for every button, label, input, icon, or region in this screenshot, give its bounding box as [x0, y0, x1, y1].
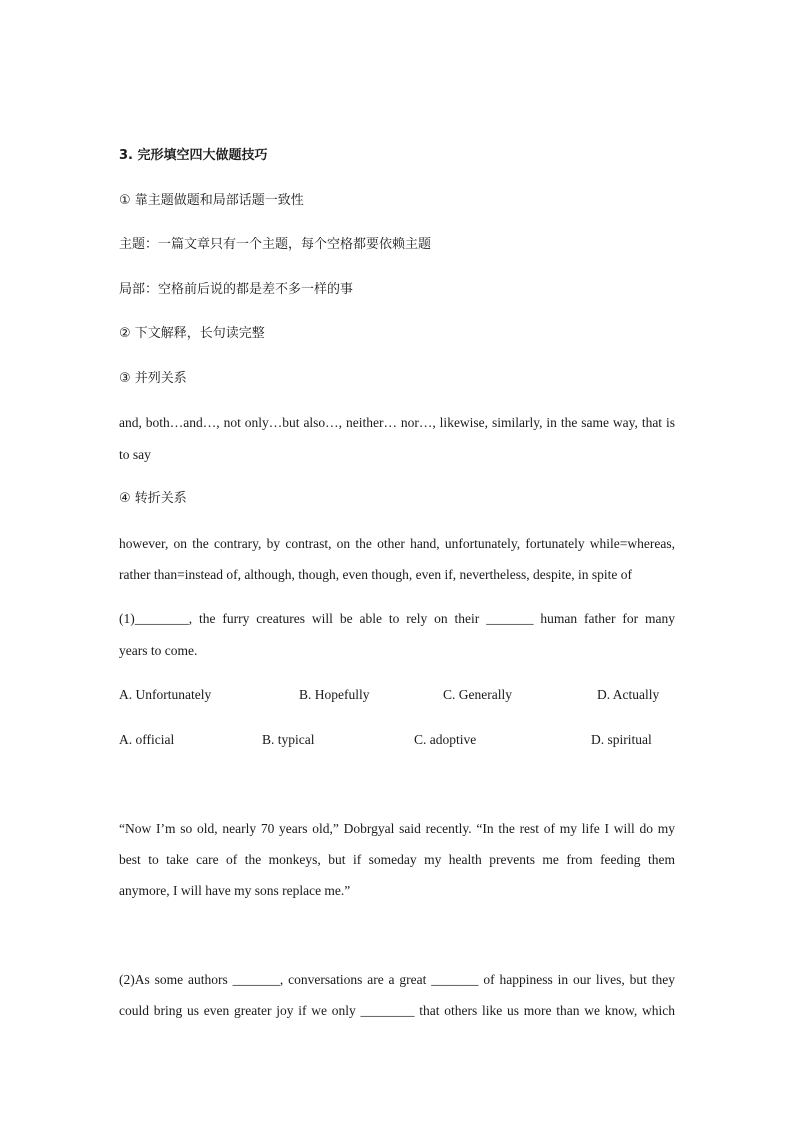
tip-1-theme: 主题：一篇文章只有一个主题，每个空格都要依赖主题	[119, 237, 432, 252]
tip-1-local: 局部：空格前后说的都是差不多一样的事	[119, 282, 354, 297]
section-heading: 3. 完形填空四大做题技巧	[119, 148, 268, 163]
tip-1-title: ① 靠主题做题和局部话题一致性	[119, 193, 304, 208]
option-a: A. official	[119, 732, 175, 747]
option-d: D. spiritual	[591, 732, 652, 747]
option-b: B. Hopefully	[299, 687, 370, 702]
option-d: D. Actually	[597, 687, 660, 702]
option-b: B. typical	[262, 732, 315, 747]
passage-line-3: anymore, I will have my sons replace me.”	[119, 883, 351, 898]
tip-3-words-line-2: to say	[119, 447, 151, 462]
option-c: C. Generally	[443, 687, 512, 702]
question-1-line-2: years to come.	[119, 643, 198, 658]
tip-3-words-line-1: and, both…and…, not only…but also…, neither… nor…, likewise, similarly, in the same way, that is	[119, 415, 675, 430]
tip-4-words-line-1: however, on the contrary, by contrast, on the other hand, unfortunately, fortunately while=whereas,	[119, 536, 675, 551]
question-1-line-1: (1)________, the furry creatures will be able to rely on their _______ human father for many	[119, 611, 675, 626]
passage-line-1: “Now I’m so old, nearly 70 years old,” Dobrgyal said recently. “In the rest of my life I will do my	[119, 821, 675, 836]
tip-2-title: ② 下文解释，长句读完整	[119, 326, 265, 341]
tip-4-words-line-2: rather than=instead of, although, though, even though, even if, nevertheless, despite, in spite of	[119, 567, 632, 582]
tip-4-title: ④ 转折关系	[119, 491, 187, 506]
option-c: C. adoptive	[414, 732, 477, 747]
tip-3-title: ③ 并列关系	[119, 371, 187, 386]
question-2-line-2: could bring us even greater joy if we only ________ that others like us more than we know, which	[119, 1003, 675, 1018]
question-2-line-1: (2)As some authors _______, conversations are a great _______ of happiness in our lives, but they	[119, 972, 675, 987]
passage-line-2: best to take care of the monkeys, but if someday my health prevents me from feeding them	[119, 852, 675, 867]
option-a: A. Unfortunately	[119, 687, 212, 702]
